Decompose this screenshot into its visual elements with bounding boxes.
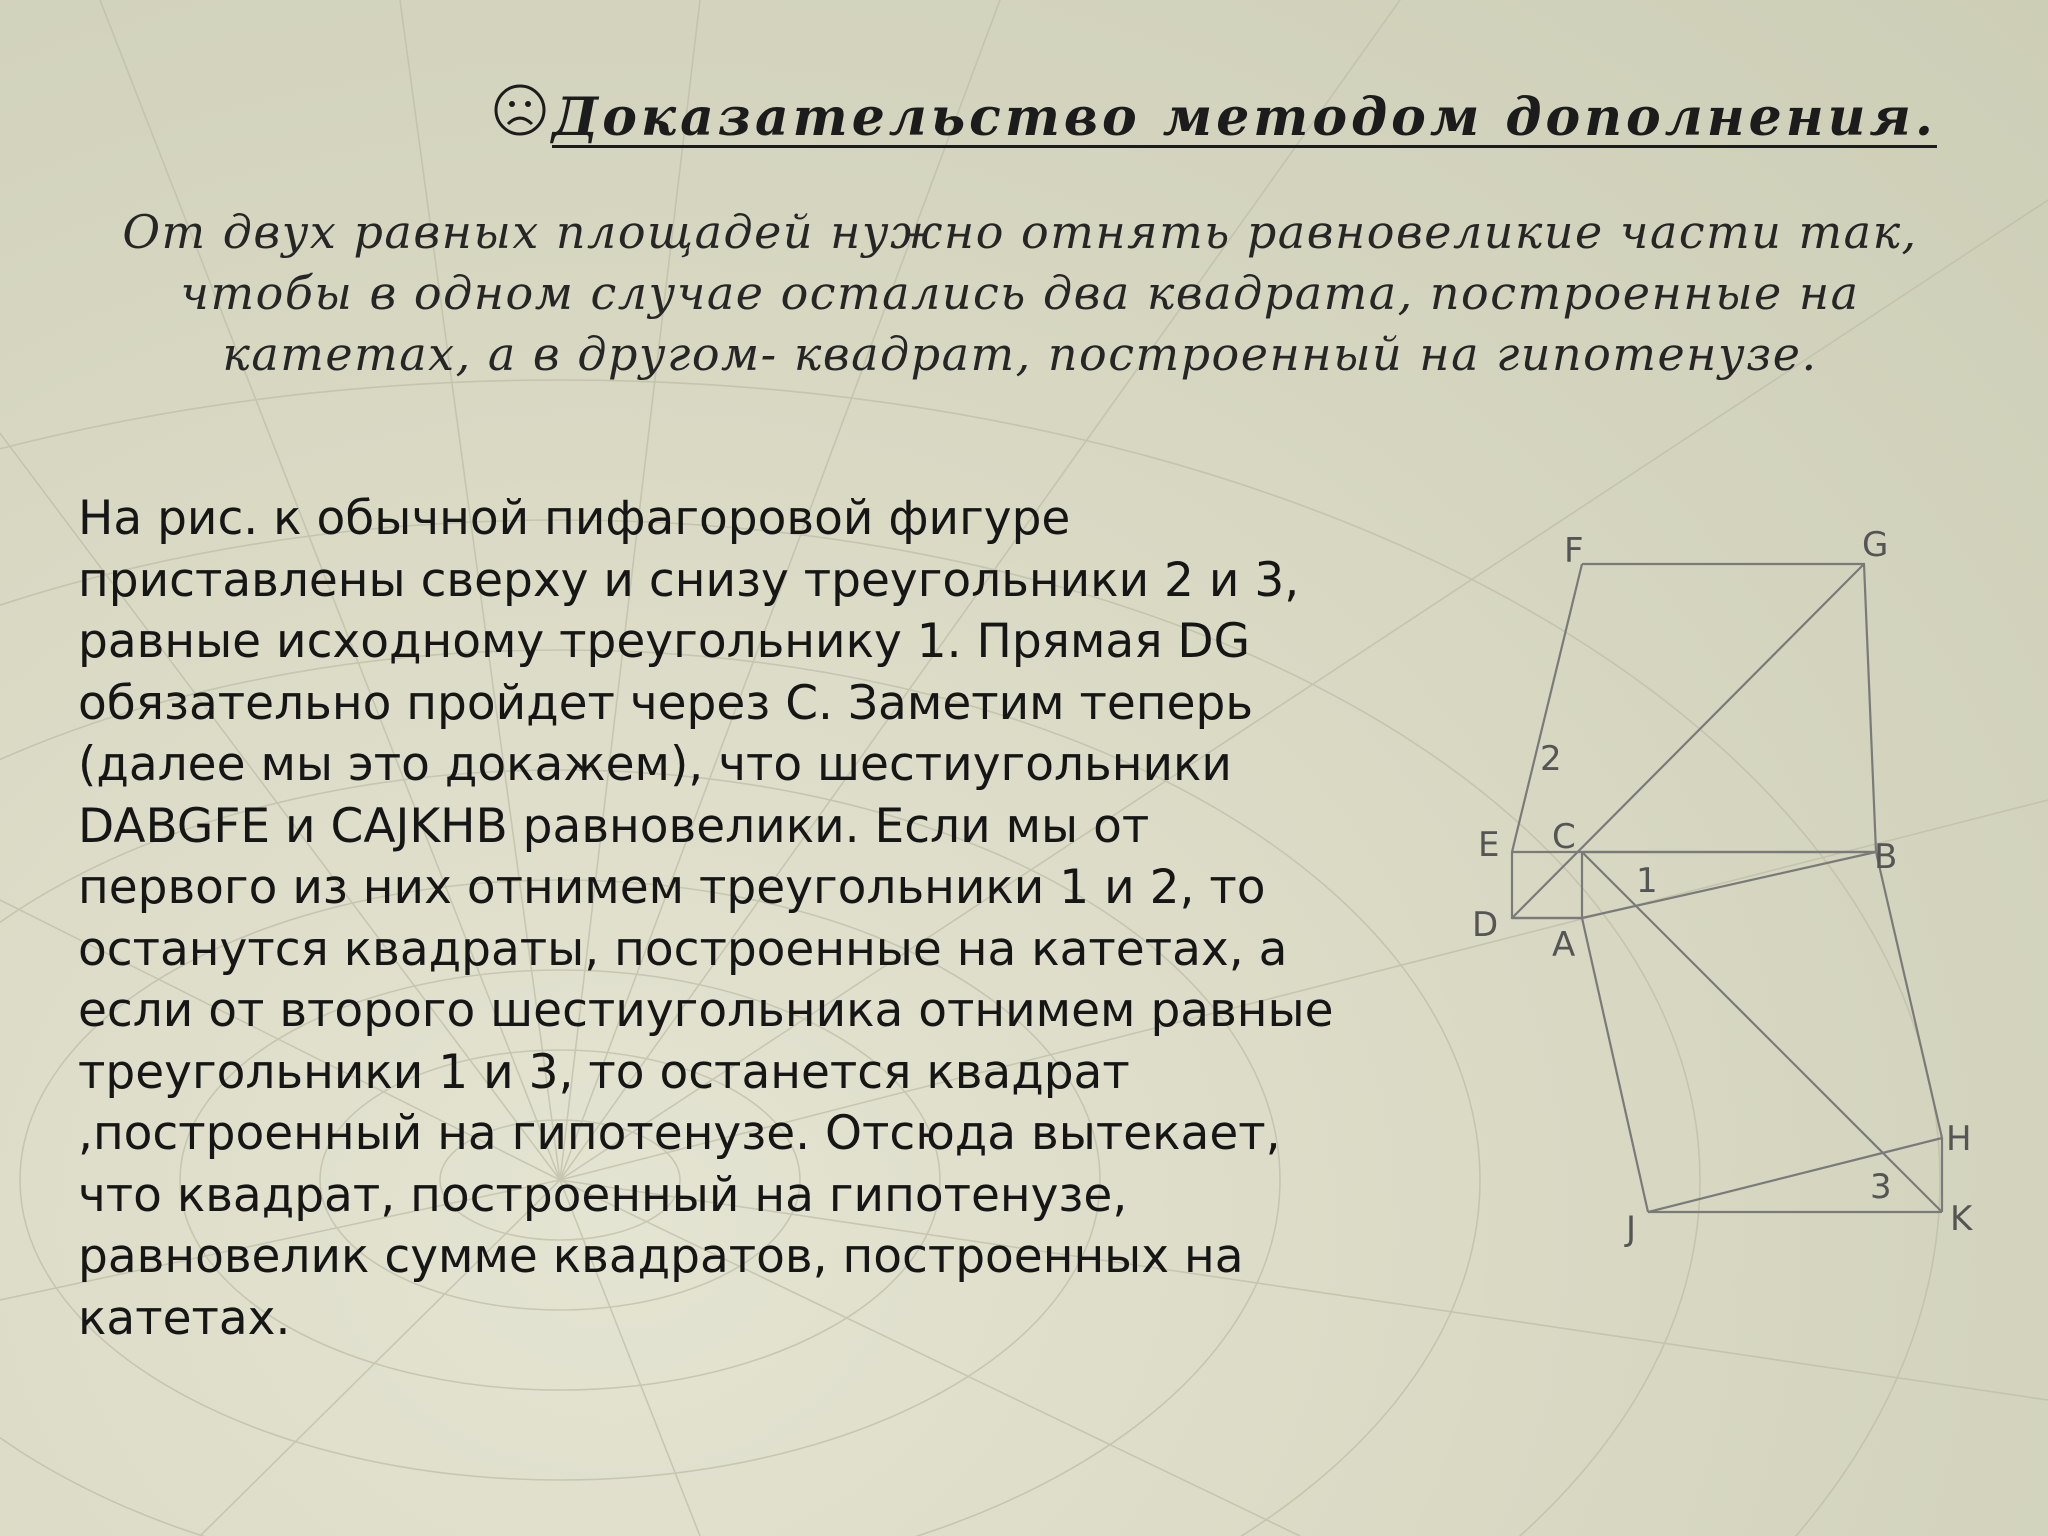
body-line: останутся квадраты, построенные на катетах, а [78, 921, 1288, 977]
body-line: обязательно пройдет через С. Заметим теперь [78, 675, 1254, 731]
subtitle-line: чтобы в одном случае остались два квадрата, построенные на [180, 266, 1860, 320]
body-line: равновелик сумме квадратов, построенных на [78, 1229, 1244, 1284]
slide-title: Доказательство методом дополнения. [552, 87, 1937, 148]
line-a-b [1582, 852, 1876, 918]
triangle-label-1: 1 [1636, 861, 1658, 901]
line-e-f [1512, 564, 1582, 852]
point-label-f: F [1564, 531, 1584, 571]
body-line: приставлены сверху и снизу треугольники 2 и 3, [78, 552, 1300, 608]
point-label-h: H [1946, 1119, 1972, 1159]
point-label-k: K [1950, 1199, 1973, 1239]
body-line: DABGFE и CAJKHB равновелики. Если мы от [78, 798, 1150, 854]
line-b-h [1876, 852, 1942, 1138]
line-a-j [1582, 918, 1648, 1212]
subtitle-line: катетах, а в другом- квадрат, построенный на гипотенузе. [222, 327, 1818, 381]
body-line: первого из них отнимем треугольники 1 и 2, то [78, 860, 1266, 915]
body-line: ,построенный на гипотенузе. Отсюда вытекает, [78, 1106, 1281, 1161]
body-line: катетах. [78, 1290, 291, 1346]
subtitle-line: От двух равных площадей нужно отнять равновеликие части так, [122, 205, 1918, 259]
point-label-g: G [1862, 525, 1889, 565]
point-label-c: C [1552, 817, 1576, 857]
line-j-h [1648, 1138, 1942, 1212]
triangle-label-3: 3 [1870, 1167, 1892, 1207]
slide-subtitle [110, 202, 1930, 385]
pythagorean-figure [1440, 500, 2000, 1260]
point-label-d: D [1472, 905, 1499, 945]
body-line: На рис. к обычной пифагоровой фигуре [78, 491, 1071, 546]
body-line: треугольники 1 и 3, то останется квадрат [78, 1044, 1130, 1100]
body-line: (далее мы это докажем), что шестиугольники [78, 737, 1232, 792]
title-row [492, 78, 1937, 158]
body-paragraph [78, 488, 1438, 1349]
point-label-j: J [1626, 1209, 1637, 1249]
frown-face-icon [492, 82, 548, 138]
point-label-e: E [1478, 825, 1500, 865]
point-label-a: A [1552, 925, 1576, 965]
body-line: равные исходному треугольнику 1. Прямая DG [78, 614, 1251, 669]
line-d-g [1512, 564, 1864, 918]
point-label-b: B [1874, 837, 1898, 877]
body-line: что квадрат, построенный на гипотенузе, [78, 1167, 1128, 1223]
body-line: если от второго шестиугольника отнимем равные [78, 983, 1334, 1038]
triangle-label-2: 2 [1540, 739, 1562, 779]
square-fgcb-outline [1582, 564, 1876, 852]
